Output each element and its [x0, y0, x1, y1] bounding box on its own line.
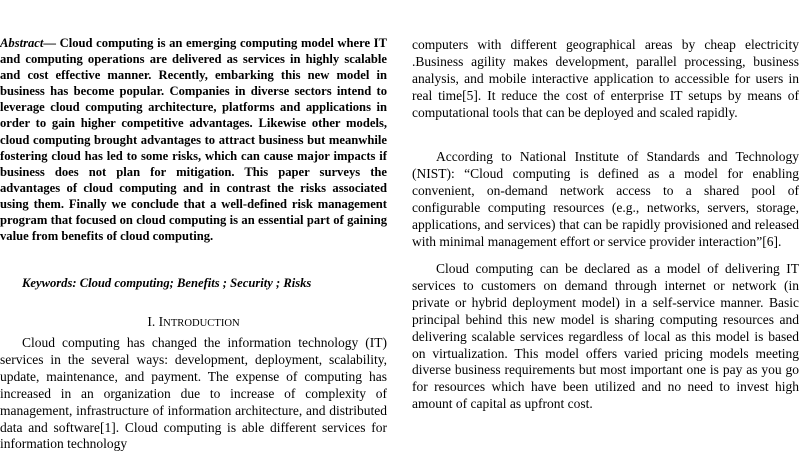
abstract-paragraph — [0, 35, 387, 244]
section-title-rest: NTRODUCTION — [163, 318, 240, 329]
section-heading-introduction — [0, 314, 387, 332]
section-numeral: I. — [147, 314, 159, 329]
keywords-line: Keywords: Cloud computing; Benefits ; Security ; Risks — [22, 276, 312, 290]
abstract-dash: — — [43, 36, 60, 50]
introduction-paragraph: Cloud computing has changed the information technology (IT) services in the several ways: development, deployment, scalability, update, maintenance, and payment. The expense of computing has increased in an organization due to increase of complexity of management, infrastructure of information architecture, and distributed data and software[1]. Cloud computing is able different services for information technology — [0, 335, 387, 452]
section-title-initial: I — [158, 314, 164, 329]
right-paragraph-2: According to National Institute of Standards and Technology (NIST): “Cloud computing is defined as a model for enabling convenient, on-demand network access to a shared pool of configurable computing resources (e.g., networks, servers, storage, applications, and services) that can be rapidly provisioned and released with minimal management effort or service provider interaction”[6]. — [412, 149, 799, 249]
right-paragraph-3: Cloud computing can be declared as a model of delivering IT services to customers on demand through internet or network (in private or hybrid deployment model) in a self-service manner. Basic principal behind this new model is sharing computing resources and delivering scalable services regardless of local as this model is based on virtualization. This model offers varied pricing models meeting diverse business requirements but most important one is pay as you go for resources which have been utilized and no need to invest high amount of capital as upfront cost. — [412, 261, 799, 412]
right-paragraph-1: computers with different geographical areas by cheap electricity .Business agility makes development, parallel processing, business analysis, and mobile interactive application to accessible for users in real time[5]. It reduce the cost of enterprise IT setups by means of computational tools that can be deployed and scaled rapidly. — [412, 37, 799, 120]
abstract-text: Cloud computing is an emerging computing model where IT and computing operations are delivered as services in highly scalable and cost effective manner. Recently, embarking this new model in business has become popular. Companies in diverse sectors intend to leverage cloud computing architecture, platforms and applications in order to gain higher competitive advantages. Likewise other models, cloud computing brought advantages to attract business but meanwhile fostering cloud has led to some risks, which can cause major impacts if business does not plan for mitigation. This paper surveys the advantages of cloud computing and in contrast the risks associated using them. Finally we conclude that a well-defined risk management program that focused on cloud computing is an essential part of gaining value from benefits of cloud computing. — [0, 36, 387, 244]
abstract-label: Abstract — [0, 36, 44, 50]
